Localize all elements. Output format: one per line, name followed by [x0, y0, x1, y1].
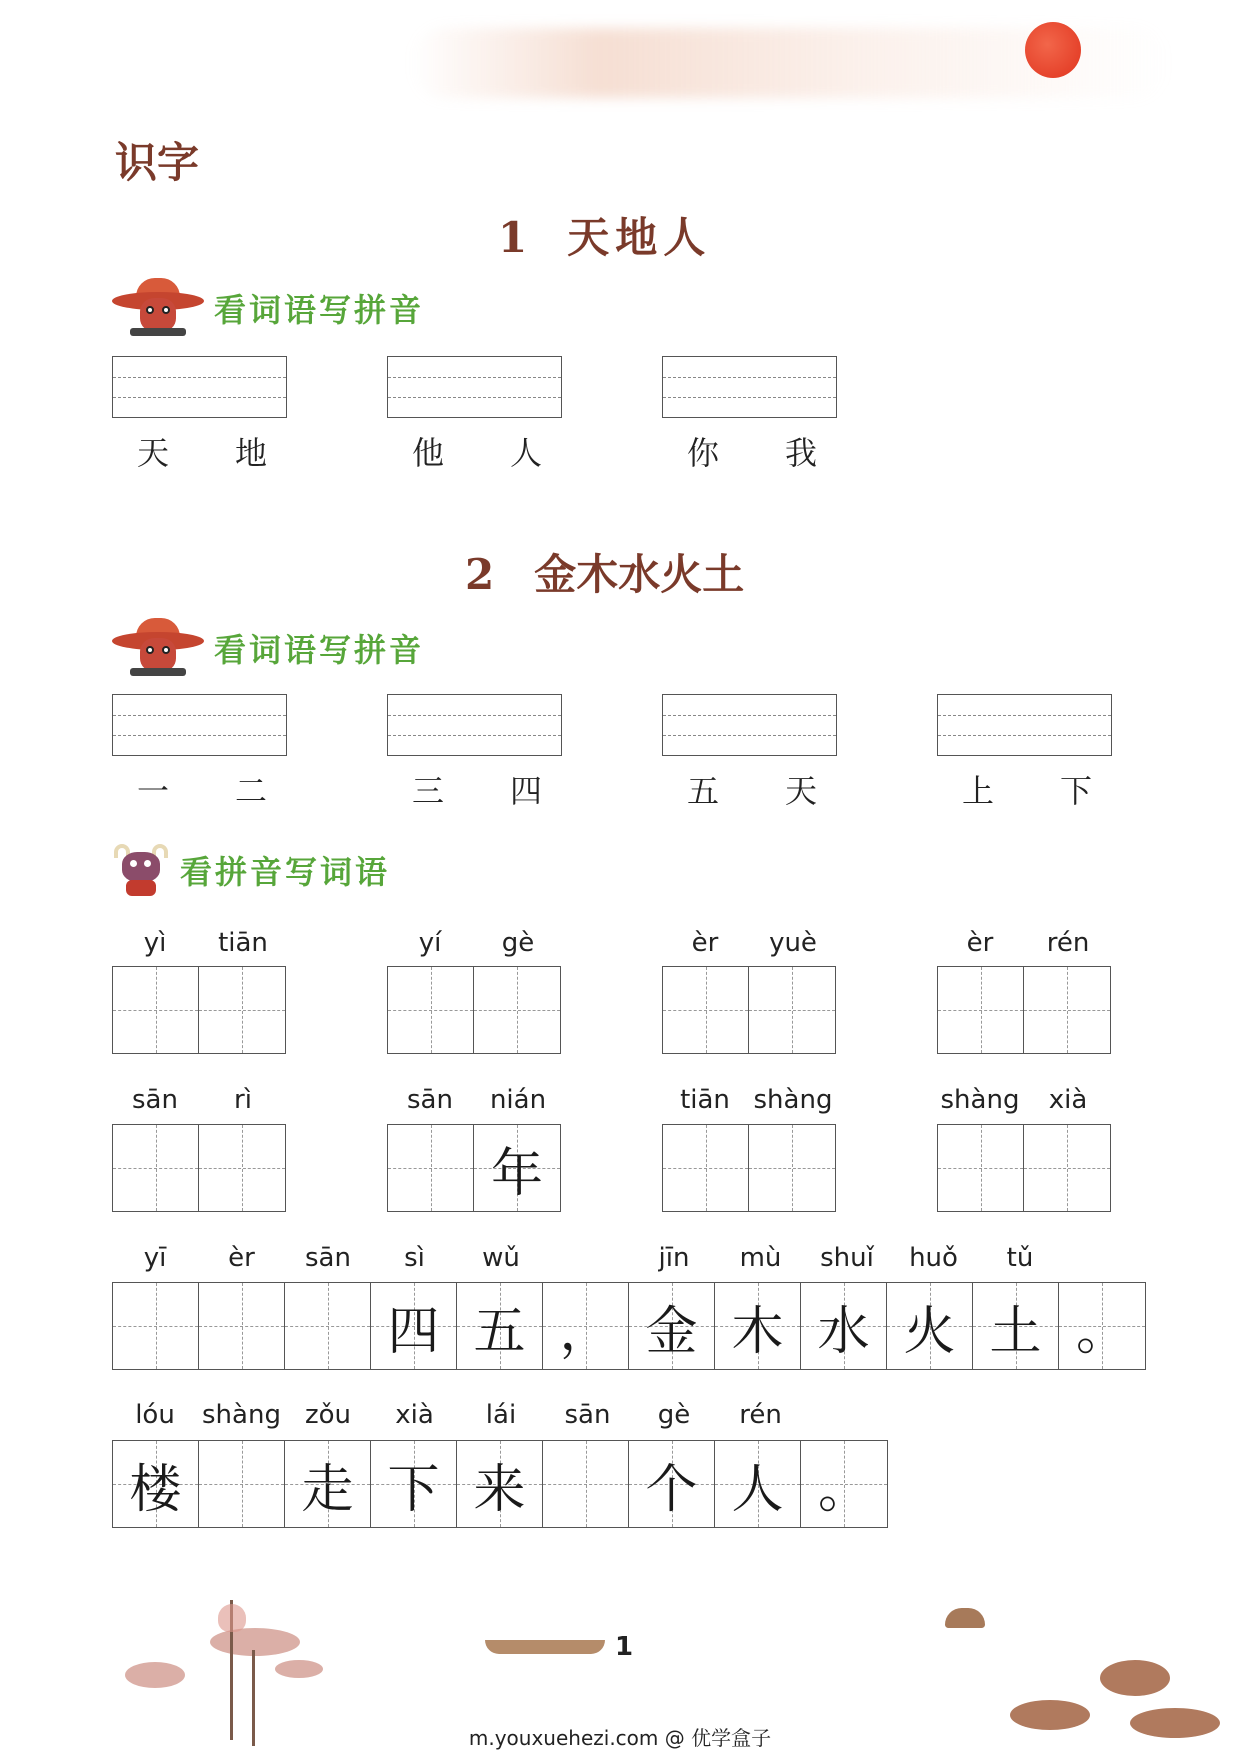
cell-character: 水 — [817, 1301, 870, 1362]
character-grid — [937, 1124, 1111, 1212]
pinyin-label: sān — [564, 1400, 611, 1430]
pinyin-answer-box[interactable] — [387, 694, 562, 756]
lesson-1-title — [498, 205, 711, 265]
pinyin-answer-box[interactable] — [662, 694, 837, 756]
cell-character: 五 — [473, 1301, 526, 1362]
cell-character: 来 — [473, 1459, 526, 1520]
mascot-icon — [112, 278, 204, 338]
pinyin-label: sān — [305, 1243, 351, 1273]
pinyin-label: èr — [966, 928, 994, 958]
instruction-write-pinyin-1 — [112, 278, 424, 338]
grid-cell[interactable] — [749, 1125, 835, 1211]
grid-cell[interactable] — [938, 1125, 1024, 1211]
pinyin-label: yì — [143, 928, 167, 958]
grid-cell[interactable] — [1024, 967, 1110, 1053]
lesson-name: 金木水火土 — [534, 550, 745, 599]
grid-cell[interactable] — [388, 1125, 474, 1211]
grid-cell[interactable] — [543, 1441, 629, 1527]
pinyin-label: èr — [228, 1243, 255, 1273]
pinyin-answer-box[interactable] — [662, 356, 837, 418]
pinyin-label: sì — [404, 1243, 425, 1273]
lesson-name: 天地人 — [567, 213, 712, 262]
grid-cell[interactable] — [1059, 1283, 1145, 1369]
pinyin-label: xià — [1048, 1085, 1088, 1115]
pinyin-label: yī — [143, 1243, 167, 1273]
pinyin-label: wǔ — [482, 1243, 520, 1273]
pinyin-label: nián — [489, 1085, 547, 1115]
grid-cell[interactable] — [938, 967, 1024, 1053]
grid-cell[interactable] — [715, 1283, 801, 1369]
lesson-number: 1 — [498, 213, 534, 262]
grid-cell[interactable] — [543, 1283, 629, 1369]
grid-cell[interactable] — [113, 967, 199, 1053]
grid-cell[interactable] — [629, 1441, 715, 1527]
instruction-text: 看词语写拼音 — [214, 291, 425, 329]
grid-cell[interactable] — [113, 1125, 199, 1211]
pinyin-label: sān — [132, 1085, 178, 1115]
grid-cell[interactable] — [285, 1283, 371, 1369]
fisherman-hat-icon — [945, 1608, 985, 1628]
grid-cell[interactable] — [973, 1283, 1059, 1369]
cell-character: 。 — [817, 1459, 870, 1520]
cell-character: 年 — [490, 1143, 543, 1204]
site-watermark: m.youxuehezi.com @ 优学盒子 — [468, 1726, 772, 1750]
instruction-text: 看词语写拼音 — [214, 631, 425, 669]
pinyin-label: gè — [657, 1400, 691, 1430]
cell-character: 走 — [301, 1459, 354, 1520]
cell-character: 四 — [387, 1301, 440, 1362]
grid-cell[interactable] — [663, 1125, 749, 1211]
word: 三 四 — [412, 772, 542, 810]
pinyin-answer-box[interactable] — [112, 356, 287, 418]
pinyin-label: lái — [485, 1400, 517, 1430]
cell-character: ， — [559, 1301, 612, 1362]
grid-cell[interactable] — [199, 967, 285, 1053]
cell-character: 金 — [645, 1301, 698, 1362]
pinyin-label: zǒu — [304, 1400, 352, 1430]
grid-cell[interactable] — [388, 967, 474, 1053]
pinyin-label: shàng — [202, 1400, 281, 1430]
instruction-write-pinyin-2 — [112, 618, 424, 678]
grid-cell[interactable] — [1024, 1125, 1110, 1211]
cell-character: 楼 — [129, 1459, 182, 1520]
pinyin-answer-box[interactable] — [937, 694, 1112, 756]
pinyin-answer-box[interactable] — [387, 356, 562, 418]
word: 天 地 — [137, 434, 267, 472]
pinyin-label: tiān — [218, 928, 268, 958]
grid-cell[interactable] — [457, 1441, 543, 1527]
grid-cell[interactable] — [801, 1441, 887, 1527]
character-grid — [387, 1124, 561, 1212]
grid-cell[interactable] — [663, 967, 749, 1053]
grid-cell[interactable] — [371, 1441, 457, 1527]
cell-character: 火 — [903, 1301, 956, 1362]
lesson-2-title — [465, 542, 744, 602]
grid-cell[interactable] — [371, 1283, 457, 1369]
word: 五 天 — [687, 772, 817, 810]
sun-icon — [1025, 22, 1081, 78]
grid-cell[interactable] — [715, 1441, 801, 1527]
pinyin-answer-box[interactable] — [112, 694, 287, 756]
grid-cell[interactable] — [887, 1283, 973, 1369]
grid-cell[interactable] — [199, 1441, 285, 1527]
cell-character: 个 — [645, 1459, 698, 1520]
boat-icon — [485, 1640, 605, 1654]
cow-mascot-icon — [112, 842, 170, 898]
sentence-grid — [112, 1440, 888, 1528]
character-grid — [112, 1124, 286, 1212]
pinyin-label: tǔ — [1006, 1243, 1034, 1273]
character-grid — [937, 966, 1111, 1054]
grid-cell[interactable] — [285, 1441, 371, 1527]
pinyin-label: gè — [501, 928, 535, 958]
instruction-write-words — [112, 842, 390, 898]
word: 你 我 — [687, 434, 817, 472]
pinyin-label: yuè — [769, 928, 817, 958]
pinyin-label: èr — [691, 928, 719, 958]
lotus-flower-icon — [218, 1604, 246, 1632]
grid-cell[interactable] — [749, 967, 835, 1053]
page-number: 1 — [615, 1632, 634, 1662]
pinyin-label: sān — [407, 1085, 453, 1115]
grid-cell[interactable] — [474, 967, 560, 1053]
pinyin-label: rén — [1046, 928, 1090, 958]
grid-cell[interactable] — [199, 1283, 285, 1369]
grid-cell[interactable] — [474, 1125, 560, 1211]
grid-cell[interactable] — [457, 1283, 543, 1369]
cell-character: 。 — [1075, 1301, 1128, 1362]
word: 一 二 — [137, 772, 267, 810]
character-grid — [112, 966, 286, 1054]
pinyin-label: yí — [418, 928, 442, 958]
character-grid — [387, 966, 561, 1054]
sentence-grid — [112, 1282, 1146, 1370]
character-grid — [662, 1124, 836, 1212]
word: 他 人 — [412, 434, 542, 472]
cell-character: 木 — [731, 1301, 784, 1362]
pinyin-label: shàng — [940, 1085, 1020, 1115]
pinyin-label: lóu — [135, 1400, 175, 1430]
word: 上 下 — [962, 772, 1092, 810]
grid-cell[interactable] — [113, 1283, 199, 1369]
pinyin-label: shàng — [753, 1085, 833, 1115]
instruction-text: 看拼音写词语 — [180, 853, 391, 891]
pinyin-label: tiān — [680, 1085, 730, 1115]
cell-character: 下 — [387, 1459, 440, 1520]
mascot-icon — [112, 618, 204, 678]
section-label: 识字 — [115, 138, 200, 187]
pinyin-label: jīn — [658, 1243, 690, 1273]
cell-character: 土 — [989, 1301, 1042, 1362]
lesson-number: 2 — [465, 550, 501, 599]
pinyin-label: xià — [395, 1400, 434, 1430]
character-grid — [662, 966, 836, 1054]
pinyin-label: huǒ — [909, 1243, 958, 1273]
grid-cell[interactable] — [199, 1125, 285, 1211]
pinyin-label: shuǐ — [820, 1243, 874, 1273]
pinyin-label: mù — [739, 1243, 782, 1273]
grid-cell[interactable] — [629, 1283, 715, 1369]
grid-cell[interactable] — [113, 1441, 199, 1527]
grid-cell[interactable] — [801, 1283, 887, 1369]
cell-character: 人 — [731, 1459, 784, 1520]
pinyin-label: rì — [234, 1085, 252, 1115]
pinyin-label: rén — [739, 1400, 782, 1430]
